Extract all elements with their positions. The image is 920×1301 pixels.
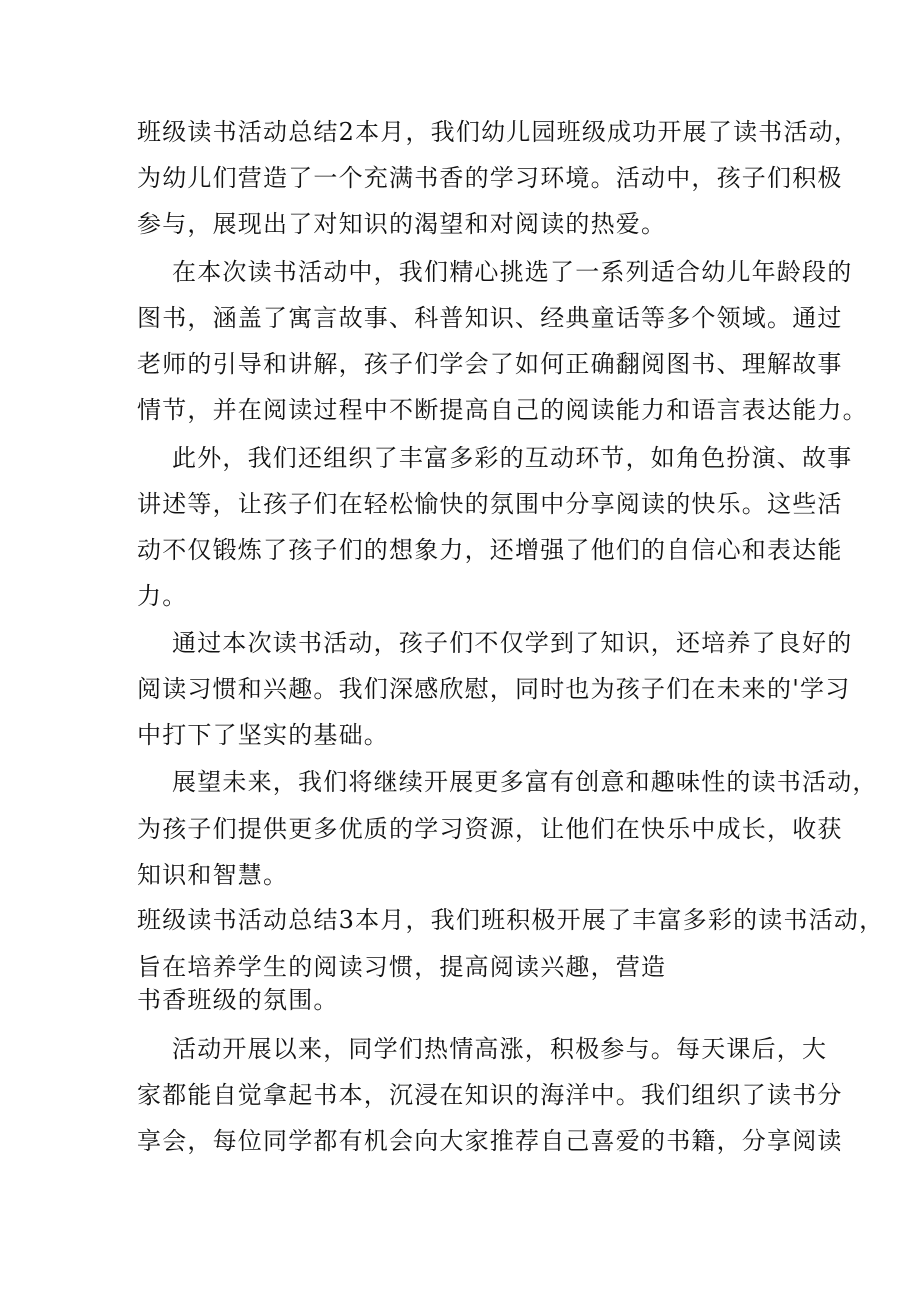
text-line: 动不仅锻炼了孩子们的想象力，还增强了他们的自信心和表达能 [137,536,843,564]
text-line: 享会，每位同学都有机会向大家推荐自己喜爱的书籍，分享阅读 [137,1127,843,1155]
text-line: 老师的引导和讲解，孩子们学会了如何正确翻阅图书、理解故事 [137,350,843,378]
text-line: 为孩子们提供更多优质的学习资源，让他们在快乐中成长，收获 [137,815,843,843]
text-line: 知识和智慧。 [137,861,289,889]
text-line: 此外，我们还组织了丰富多彩的互动环节，如角色扮演、故事 [172,444,853,472]
text-line: 书香班级的氛围。 [137,986,339,1014]
text-line: 情节，并在阅读过程中不断提高自己的阅读能力和语言表达能力。 [137,396,868,424]
text-line: 图书，涵盖了寓言故事、科普知识、经典童话等多个领域。通过 [137,304,843,332]
text-line: 班级读书活动总结2本月，我们幼儿园班级成功开展了读书活动， [137,118,860,146]
text-line: 参与，展现出了对知识的渴望和对阅读的热爱。 [137,210,667,238]
text-line: 阅读习惯和兴趣。我们深感欣慰，同时也为孩子们在未来的'学习 [137,675,851,703]
text-line: 展望未来，我们将继续开展更多富有创意和趣味性的读书活动， [172,768,878,796]
text-line: 家都能自觉拿起书本，沉浸在知识的海洋中。我们组织了读书分 [137,1081,843,1109]
text-line: 通过本次读书活动，孩子们不仅学到了知识，还培养了良好的 [172,629,853,657]
text-line: 力。 [137,582,188,610]
text-line: 班级读书活动总结3本月，我们班积极开展了丰富多彩的读书活动， [137,906,885,934]
text-line: 讲述等，让孩子们在轻松愉快的氛围中分享阅读的快乐。这些活 [137,490,843,518]
text-line: 为幼儿们营造了一个充满书香的学习环境。活动中，孩子们积极 [137,164,843,192]
text-line: 中打下了坚实的基础。 [137,721,389,749]
text-line: 旨在培养学生的阅读习惯，提高阅读兴趣，营造 [137,953,667,981]
text-line: 活动开展以来，同学们热情高涨，积极参与。每天课后，大 [172,1035,828,1063]
text-line: 在本次读书活动中，我们精心挑选了一系列适合幼儿年龄段的 [172,258,853,286]
